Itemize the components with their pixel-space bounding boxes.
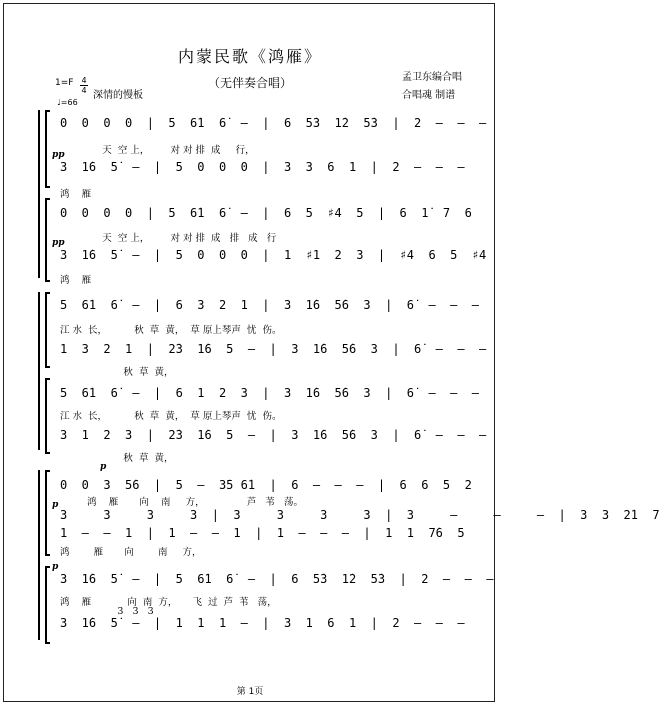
staff-lyrics: 天 空 上， 对 对 排 成 行，	[60, 145, 255, 156]
staff-3-4	[50, 572, 495, 592]
staff-1-2	[50, 160, 495, 180]
staff-lyrics: 鸿 雁	[60, 275, 92, 286]
dynamic-mark: p	[100, 462, 107, 472]
page-title: 内蒙民歌《鸿雁》	[177, 47, 322, 66]
dynamic-mark: pp	[52, 150, 65, 160]
time-signature	[80, 76, 88, 95]
staff-notes: 3 1̇6 5̇ – | 5 0 0 0 | 3 3 6 1 | 2 – – –	[60, 160, 465, 174]
time-bottom: 4	[81, 86, 87, 95]
staff-notes: 3 1̇6 5̇ – | 5 0 0 0 | 1 ♯1 2 3 | ♯4 6 5 ♯4	[60, 248, 487, 262]
staff-notes: 0 0 0 0 | 5 6̇1 6̇ – | 6 5 ♯4 5 | 6 1̇ 7 6	[60, 206, 472, 220]
staff-lyrics: 鸿 雁	[60, 189, 92, 200]
staff-1-4	[50, 248, 495, 268]
staff-notes: 1 3 2 1 | 2̇3 1̇6 5 – | 3 1̇6 5̇6 3 | 6̇ – – –	[60, 342, 487, 356]
time-top: 4	[81, 76, 87, 85]
staff-lyrics: 江 水 长， 秋 草 黄， 草 原上琴声 忧 伤。	[60, 325, 282, 336]
staff-lyrics: 鸿 雁 向 南 方，	[60, 547, 202, 558]
arranger-credit: 孟卫东编合唱	[402, 72, 462, 83]
staff-2-2	[50, 342, 495, 362]
notation-credit: 合唱魂 制谱	[402, 90, 456, 101]
staff-notes: 0 0 3 5̇6 | 5 – 3̇5 6̇1 | 6 – – – | 6 6 5 2	[60, 478, 472, 492]
dynamic-mark: p	[52, 500, 59, 510]
staff-3-5	[50, 616, 495, 636]
page-number: 第 1页	[236, 687, 264, 697]
staff-3-3	[50, 526, 495, 546]
staff-2-4	[50, 428, 495, 448]
staff-2-1	[50, 298, 495, 318]
staff-lyrics: 秋 草 黄，	[60, 453, 174, 464]
staff-1-3	[50, 206, 495, 226]
tempo-text: 深情的慢板	[93, 90, 143, 101]
staff-notes: 3 3 3 3 | 3 3 3 3 | 3 – – – | 3 3 2̇1 7	[60, 508, 660, 522]
dynamic-mark: pp	[52, 238, 65, 248]
staff-notes: 3 1 2 3 | 2̇3 1̇6 5 – | 3 1̇6 5̇6 3 | 6̇ – – –	[60, 428, 487, 442]
staff-notes: 1 – – 1 | 1 – – 1 | 1 – – – | 1 1 7̇6 5	[60, 526, 465, 540]
staff-notes: 5 6̇1 6̇ – | 6 3 2 1 | 3 1̇6 5̇6 3 | 6̇ – – –	[60, 298, 480, 312]
dynamic-mark: p	[52, 562, 59, 572]
staff-notes: 3 1̇6 5̇ – | 5 6̇1 6̇ – | 6 5̇3 1̇2 5̇3 | 2 – – –	[60, 572, 494, 586]
staff-lyrics: 秋 草 黄，	[60, 367, 174, 378]
staff-notes: 5 6̇1 6̇ – | 6 1 2 3 | 3 1̇6 5̇6 3 | 6̇ – – –	[60, 386, 480, 400]
staff-3-2	[50, 508, 660, 528]
tempo-mark: ♩=66	[57, 98, 78, 107]
staff-notes: 0 0 0 0 | 5 6̇1 6̇ – | 6 5̇3 1̇2 5̇3 | 2 – – –	[60, 116, 487, 130]
staff-lyrics: 鸿 雁 向 南 方， 飞 过 芦 苇 荡，	[60, 597, 277, 608]
staff-notes: 3 1̇6 5̇ – | 1 1 1 – | 3 1 6 1 | 2 – – –	[60, 616, 465, 630]
staff-lyrics: 鸿 雁 向 南 方， 芦 苇 荡。	[60, 497, 303, 508]
key-signature: 1=F	[55, 78, 74, 88]
page-subtitle: （无伴奏合唱）	[207, 76, 292, 90]
staff-1-1	[50, 116, 495, 136]
staff-lyrics: 3 3 3	[60, 606, 154, 617]
staff-2-3	[50, 386, 495, 406]
staff-lyrics: 江 水 长， 秋 草 黄， 草 原上琴声 忧 伤。	[60, 411, 282, 422]
staff-lyrics: 天 空 上， 对 对 排 成 排 成 行	[60, 233, 277, 244]
